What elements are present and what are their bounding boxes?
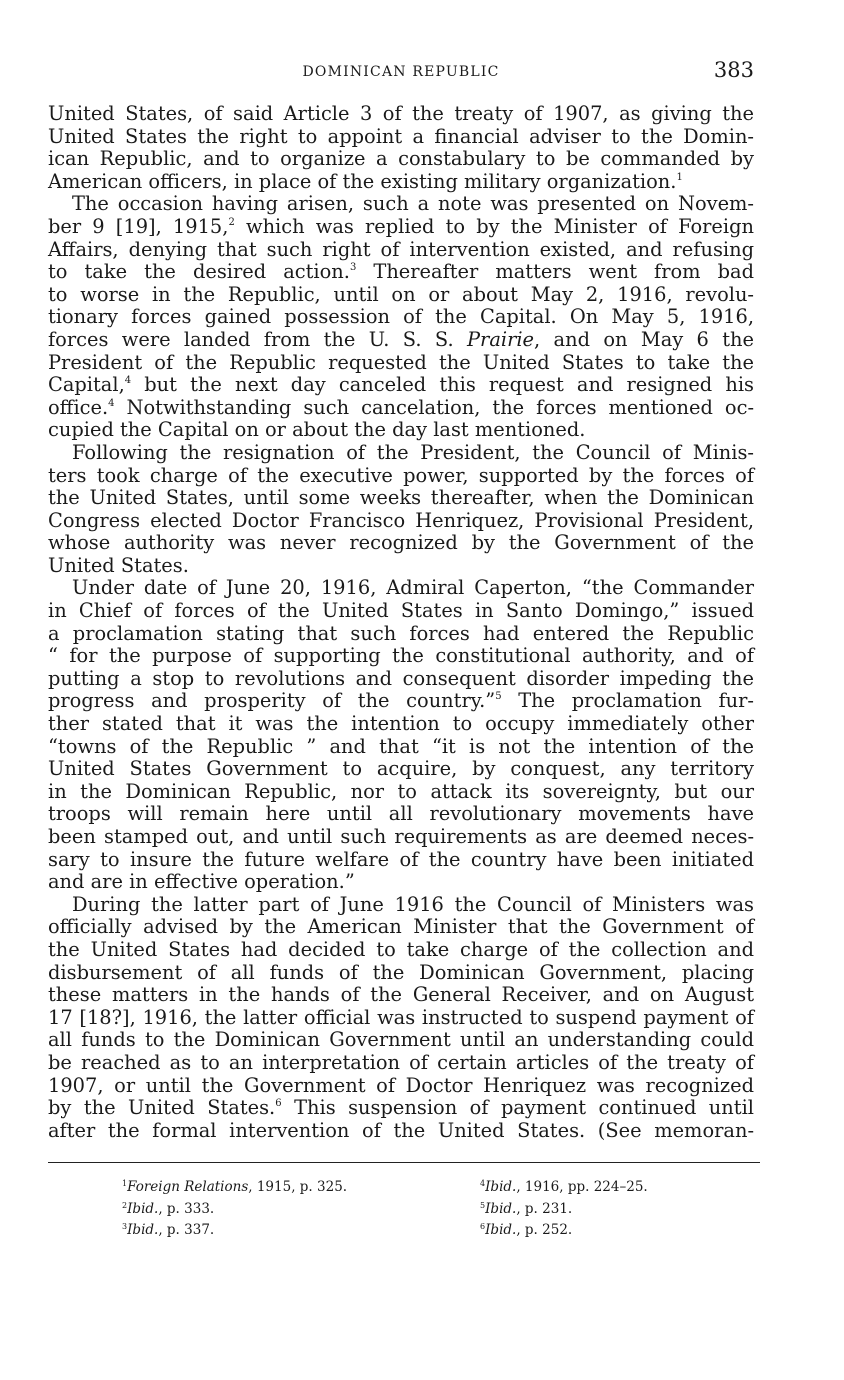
footnote-citation: , p. 333. [158,1200,215,1217]
footnote-source: Ibid. [127,1200,159,1217]
text-line [48,1097,754,1120]
footnote-column-right [480,1175,648,1240]
text-line: been stamped out, and until such requirements as are deemed neces- [48,825,754,848]
text-run: forces were landed from the U. S. S. [48,327,467,351]
text-run: Thereafter matters went from bad [356,260,754,284]
footnote-ref: 5 [495,691,502,703]
footnote-ref: 4 [108,397,115,409]
text-run: progress and prosperity of the country.” [48,689,496,713]
text-line: 17 [18?], 1916, the latter official was instructed to suspend payment of [48,1005,754,1029]
text-line: Affairs, denying that such right of intervention existed, and refusing [48,237,754,261]
text-line: Congress elected Doctor Francisco Henriquez, Provisional President, [48,508,754,532]
footnote-item [480,1175,648,1197]
footnote-item [480,1218,648,1240]
text-line: officially advised by the American Minister that the Government of [48,915,754,939]
text-line: these matters in the hands of the General Receiver, and on August [48,983,754,1007]
text-line [48,216,754,239]
footnote-source: Ibid. [127,1222,159,1238]
text-line: ther stated that it was the intention to occupy immediately other [48,712,754,736]
text-run: , and on May 6 the [534,327,754,351]
text-line [48,171,754,194]
text-run: to take the desired action. [48,260,350,284]
text-line: in the Dominican Republic, nor to attack its sovereignty, but our [48,779,754,803]
text-line: United States Government to acquire, by conquest, any territory [48,757,754,781]
footnote-citation: , 1916, pp. 224–25. [516,1179,648,1195]
text-run: but the next day canceled this request and resigned his [131,373,754,397]
text-line: Under date of June 20, 1916, Admiral Caperton, “the Commander [72,576,754,600]
text-line: troops will remain here until all revolutionary movements have [48,802,754,826]
text-line [48,261,754,284]
text-line: President of the Republic requested the United States to take the [48,350,754,374]
text-run: ber 9 [19], 1915, [48,214,229,238]
text-line [48,374,754,397]
footnote-ref: 4 [124,375,132,387]
text-line: disbursement of all funds of the Dominican Government, placing [48,960,754,984]
text-line: cupied the Capital on or about the day last mentioned. [48,418,586,442]
footnote-item [122,1175,347,1197]
text-line [48,329,754,352]
text-line: to worse in the Republic, until on or about May 2, 1916, revolu- [48,282,754,306]
page-header [48,58,754,88]
text-line: ican Republic, and to organize a constabulary to be commanded by [48,147,754,171]
footnote-item [122,1197,347,1219]
footnote-ref: 6 [275,1098,282,1110]
footnote-item [480,1197,648,1219]
text-line: putting a stop to revolutions and consequent disorder impeding the [48,666,754,690]
text-run: by the United States. [48,1096,276,1120]
text-run: Notwithstanding such cancelation, the forces mentioned oc- [114,395,754,419]
text-line: sary to insure the future welfare of the country have been initiated [48,847,754,871]
footnote-source: Ibid. [485,1222,517,1238]
text-run: Capital, [48,373,125,397]
footnote-number: 3 [122,1222,128,1231]
text-line: the United States had decided to take charge of the collection and [48,937,754,961]
footnote-citation: , p. 337. [158,1222,215,1238]
footnote-item [122,1218,347,1240]
text-run: This suspension of payment continued until [281,1096,754,1120]
text-run: office. [48,395,109,419]
page-number: 383 [713,58,754,82]
text-line: after the formal intervention of the United States. (See memoran- [48,1118,754,1142]
footnote-ref: 1 [676,171,683,183]
text-line: The occasion having arisen, such a note was presented on Novem- [72,192,754,216]
footnote-number: 5 [480,1200,486,1210]
footnote-number: 2 [122,1200,128,1210]
footnote-source: Foreign Relations [127,1179,249,1195]
footnote-source: Ibid. [485,1200,517,1217]
text-line: in Chief of forces of the United States in Santo Domingo,” issued [48,599,754,623]
body-text [48,103,754,1142]
running-head: DOMINICAN REPUBLIC [302,64,500,80]
text-line: Following the resignation of the President, the Council of Minis- [72,440,754,464]
footnote-divider [48,1162,760,1163]
footnote-ref: 2 [228,216,235,228]
text-line: “ for the purpose of supporting the constitutional authority, and of [48,644,754,668]
text-run: The proclamation fur- [501,689,754,713]
text-run: which was replied to by the Minister of Foreign [234,214,754,238]
text-line: the United States, until some weeks thereafter, when the Dominican [48,486,754,510]
footnote-column-left [122,1175,347,1240]
text-line: United States, of said Article 3 of the treaty of 1907, as giving the [48,102,754,125]
text-line: and are in effective operation.” [48,870,355,894]
footnote-citation: , 1915, p. 325. [248,1179,348,1195]
text-line [48,690,754,713]
text-line: a proclamation stating that such forces had entered the Republic [48,621,754,645]
text-line: “towns of the Republic ” and that “it is not the intention of the [48,734,754,758]
text-line: ters took charge of the executive power, supported by the forces of [48,463,754,487]
text-line: During the latter part of June 1916 the Council of Ministers was [72,892,754,916]
text-run: American officers, in place of the existing military organization. [48,169,677,193]
text-line: be reached as to an interpretation of certain articles of the treaty of [48,1050,754,1074]
footnote-number: 4 [480,1179,486,1188]
text-line: 1907, or until the Government of Doctor Henriquez was recognized [48,1073,754,1097]
footnote-citation: , p. 252. [516,1222,573,1238]
footnote-number: 6 [480,1222,486,1231]
text-line [48,397,754,420]
text-line: tionary forces gained possession of the Capital. On May 5, 1916, [48,305,754,329]
text-line: whose authority was never recognized by the Government of the [48,531,754,555]
footnote-number: 1 [122,1179,128,1188]
footnote-source: Ibid. [485,1179,517,1195]
footnote-citation: , p. 231. [516,1200,573,1217]
text-line: all funds to the Dominican Government until an understanding could [48,1028,754,1052]
text-line: United States the right to appoint a financial adviser to the Domin- [48,124,754,148]
text-line: United States. [48,553,189,577]
footnote-ref: 3 [349,262,357,274]
ship-name: Prairie [467,327,535,351]
